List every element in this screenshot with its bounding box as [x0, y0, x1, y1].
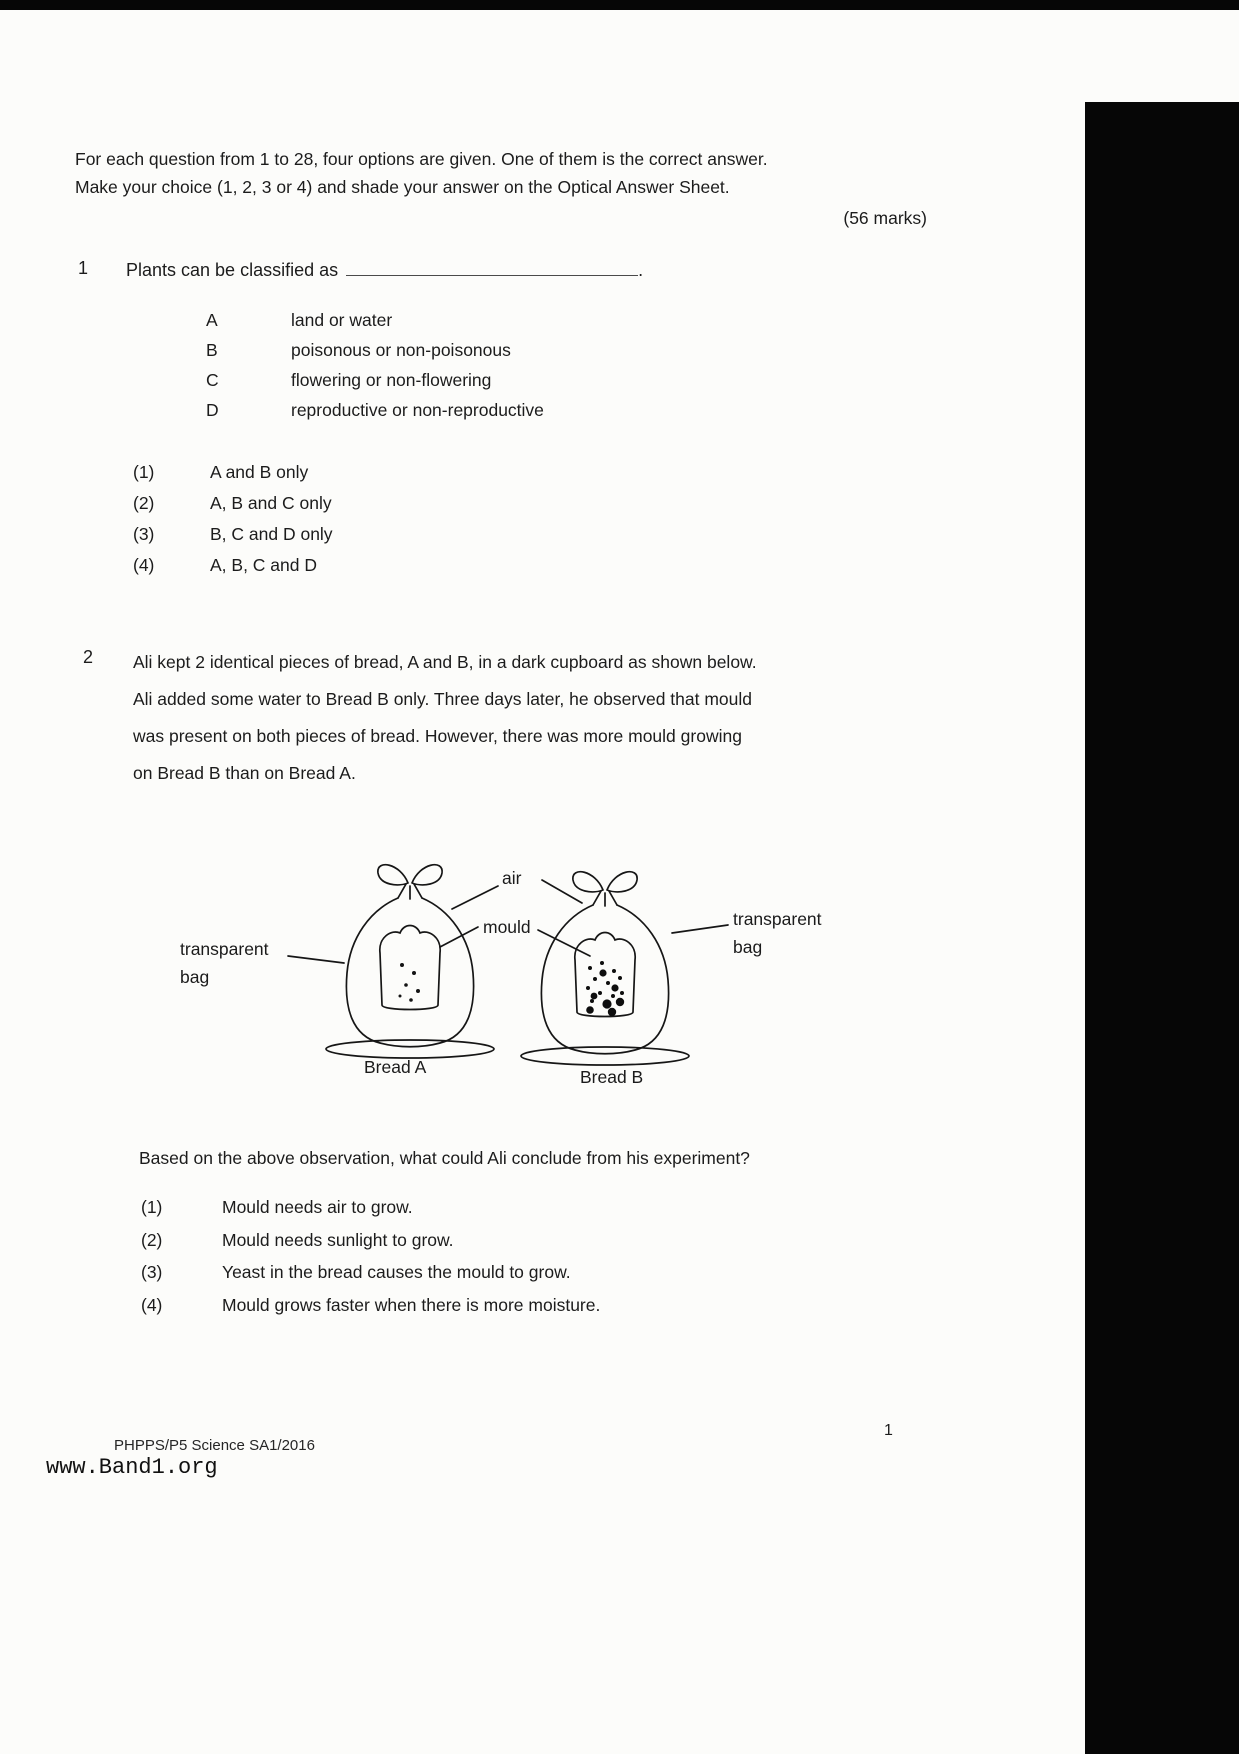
question-1-answer-choices: [133, 462, 333, 586]
choice-number: (1): [141, 1197, 163, 1217]
question-2-stem: [133, 644, 933, 792]
mould-leader-right: [538, 930, 590, 956]
diagram-label-transparent-right-1: transparent: [733, 909, 822, 929]
marks-total: (56 marks): [843, 208, 927, 228]
question-1-stem-period: .: [638, 260, 644, 280]
choice-number: (2): [141, 1229, 163, 1250]
footer-page-number: 1: [884, 1422, 893, 1439]
choice-text: Mould needs sunlight to grow.: [222, 1229, 454, 1250]
stem-line: was present on both pieces of bread. However, there was more mould growing: [133, 726, 742, 746]
choice-row-3: [133, 524, 333, 555]
choice-number: (2): [133, 493, 155, 513]
footer-watermark-site: www.Band1.org: [46, 1455, 218, 1480]
choice-text: A and B only: [210, 462, 309, 482]
air-leader-left: [452, 886, 498, 909]
scan-artifact-right-bar: [1085, 102, 1239, 1754]
option-row-a: [206, 310, 544, 340]
question-2-answer-choices: [141, 1197, 600, 1327]
choice-text: Mould needs air to grow.: [222, 1197, 413, 1217]
mould-spots-bread-a: [399, 963, 421, 1002]
option-row-b: [206, 340, 544, 370]
diagram-label-mould: mould: [483, 917, 531, 937]
option-letter: B: [206, 340, 218, 360]
choice-row-4: [141, 1295, 600, 1328]
choice-row-1: [141, 1197, 600, 1230]
choice-text: A, B and C only: [210, 493, 332, 513]
section-instructions: [75, 145, 927, 232]
mould-spots-bread-b: [586, 961, 624, 1016]
diagram-label-transparent-left-2: bag: [180, 967, 210, 987]
option-text: land or water: [291, 310, 393, 330]
choice-text: B, C and D only: [210, 524, 333, 544]
transparent-bag-left-leader: [288, 956, 344, 963]
choice-text: A, B, C and D: [210, 555, 317, 575]
choice-row-2: [141, 1230, 600, 1263]
option-row-c: [206, 370, 544, 400]
bread-experiment-diagram: [170, 853, 870, 1108]
diagram-caption-bread-a: Bread A: [364, 1057, 427, 1077]
air-leader-right: [542, 880, 582, 903]
diagram-caption-bread-b: Bread B: [580, 1067, 644, 1087]
option-letter: D: [206, 400, 219, 420]
choice-number: (3): [141, 1262, 163, 1282]
question-1-stem: [126, 257, 643, 281]
instructions-line-1: For each question from 1 to 28, four options are given. One of them is the correct answer.: [75, 149, 768, 169]
option-letter: C: [206, 370, 219, 390]
answer-blank-line: [346, 257, 638, 276]
option-letter: A: [206, 310, 218, 330]
choice-row-1: [133, 462, 333, 493]
stem-line: on Bread B than on Bread A.: [133, 763, 356, 783]
choice-row-4: [133, 555, 333, 586]
option-text: reproductive or non-reproductive: [291, 400, 544, 420]
stem-line: Ali kept 2 identical pieces of bread, A and B, in a dark cupboard as shown below.: [133, 652, 757, 672]
transparent-bag-right-leader: [672, 925, 728, 933]
bread-bags-illustration: [170, 853, 870, 1108]
choice-row-2: [133, 493, 333, 524]
question-1-options: [206, 310, 544, 430]
question-1-number: 1: [78, 258, 89, 278]
choice-number: (3): [133, 524, 155, 544]
choice-number: (4): [133, 555, 155, 575]
option-text: poisonous or non-poisonous: [291, 340, 511, 360]
question-2-prompt: Based on the above observation, what could Ali conclude from his experiment?: [139, 1148, 750, 1168]
question-1-stem-text: Plants can be classified as: [126, 260, 339, 280]
stem-line: Ali added some water to Bread B only. Three days later, he observed that mould: [133, 689, 753, 709]
diagram-label-transparent-left-1: transparent: [180, 939, 269, 959]
question-2-number: 2: [83, 647, 94, 667]
footer-document-reference: PHPPS/P5 Science SA1/2016: [114, 1437, 315, 1454]
scan-artifact-top-bar: [0, 0, 1239, 10]
choice-number: (1): [133, 462, 155, 482]
choice-text: Yeast in the bread causes the mould to grow.: [222, 1262, 571, 1282]
instructions-line-2: Make your choice (1, 2, 3 or 4) and shade your answer on the Optical Answer Sheet.: [75, 177, 730, 197]
option-text: flowering or non-flowering: [291, 370, 492, 390]
choice-row-3: [141, 1262, 600, 1295]
choice-number: (4): [141, 1294, 163, 1315]
diagram-label-air: air: [502, 868, 522, 888]
choice-text: Mould grows faster when there is more moisture.: [222, 1294, 601, 1315]
option-row-d: [206, 400, 544, 430]
diagram-label-transparent-right-2: bag: [733, 937, 763, 957]
